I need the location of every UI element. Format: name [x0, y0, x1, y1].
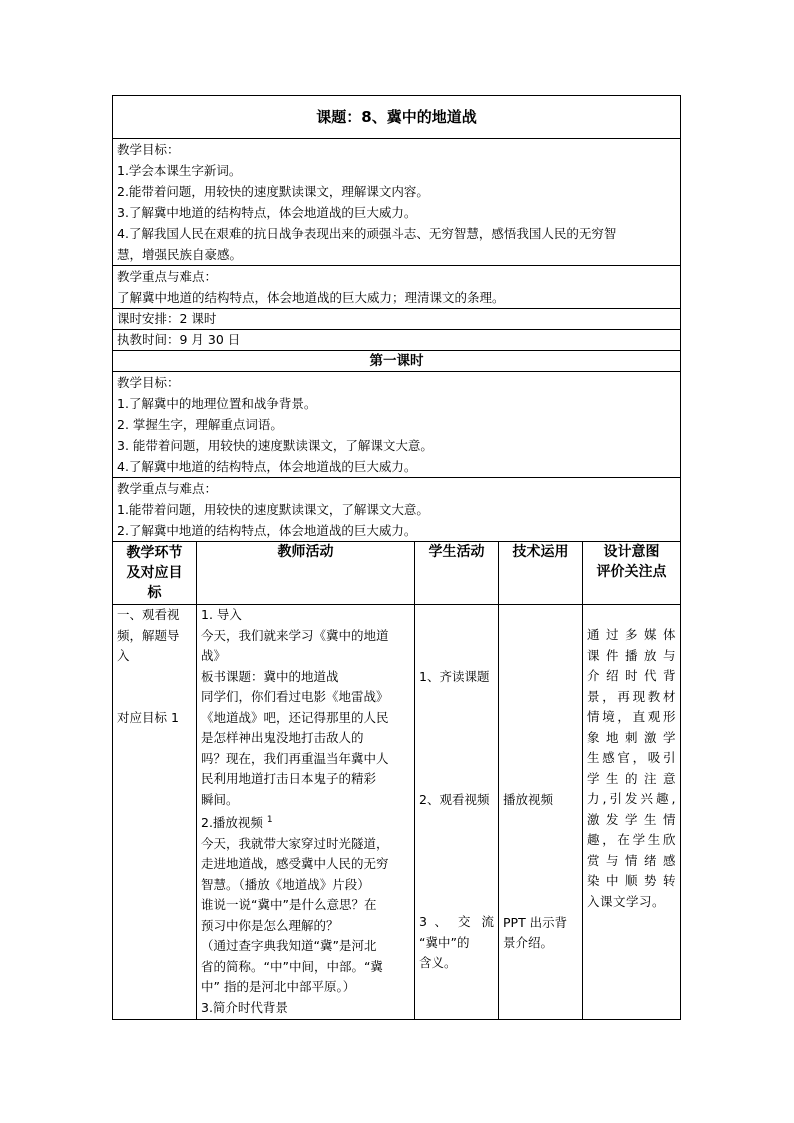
execution-time: 执教时间：9 月 30 日 — [113, 330, 681, 351]
header-student: 学生活动 — [415, 542, 499, 605]
header-stage: 教学环节 及对应目 标 — [113, 542, 197, 605]
design-intent: 通过多媒体 课件播放与 介绍时代背 景，再现教材 情境，直观形 象地刺激学 生感官，吸引 学生的注意 力,引发兴趣, 激发学生情 趣，在学生欣 赏与情绪感 染中顺势转 入课文学习。 — [583, 605, 681, 1020]
header-tech: 技术运用 — [499, 542, 583, 605]
page-title: 课题：8、冀中的地道战 — [113, 96, 681, 139]
key-points-label: 教学重点与难点： — [117, 269, 218, 284]
goal-item: 4.了解我国人民在艰难的抗日战争表现出来的顽强斗志、无穷智慧，感悟我国人民的无穷智 — [117, 226, 617, 241]
activity-table-header — [113, 542, 681, 605]
goal-item: 2.能带着问题，用较快的速度默读课文，理解课文内容。 — [117, 184, 429, 199]
footnote-marker: 1 — [266, 815, 273, 825]
lesson-key-points — [113, 478, 681, 542]
activity-row — [113, 605, 681, 1020]
lesson-goal-item: 2. 掌握生字，理解重点词语。 — [117, 417, 283, 432]
key-points — [113, 266, 681, 309]
goal-item: 慧，增强民族自豪感。 — [117, 247, 243, 262]
lesson-plan-document — [112, 95, 680, 1020]
lesson-goals — [113, 372, 681, 478]
lesson-plan-table — [112, 95, 681, 1020]
tech-usage: 播放视频 PPT 出示背 景介绍。 — [499, 605, 583, 1020]
goal-item: 1.学会本课生字新词。 — [117, 163, 242, 178]
target-label: 对应目标 1 — [117, 709, 179, 725]
lesson-goal-item: 3. 能带着问题，用较快的速度默读课文，了解课文大意。 — [117, 438, 433, 453]
goals-label: 教学目标： — [117, 142, 180, 157]
lesson-goal-item: 1.了解冀中的地理位置和战争背景。 — [117, 396, 317, 411]
teaching-goals — [113, 139, 681, 266]
teacher-activity: 1. 导入 今天，我们就来学习《冀中的地道 战》 板书课题：冀中的地道战 同学们，你们看过电影《地雷战》 《地道战》吧，还记得那里的人民 是怎样神出鬼没地打击敌人的 吗？现在，我们再重温当年冀中人 民利用地道打击日本鬼子的精彩 瞬间。 2.播放视频 $^1$ 今天，我就带大家穿过时光隧道， 走进地道战，感受冀中人民的无穷 智慧。（播放《地道战》片段） 谁说一说“冀中”是什么意思？在 预习中你是怎么理解的？ （通过查字典我知道“冀”是河北 省的简称。“中”中间，中部。“冀 中” 指的是河北中部平原。） 3.简介时代背景 — [197, 605, 415, 1020]
lesson-key-point-item: 2.了解冀中地道的结构特点，体会地道战的巨大威力。 — [117, 523, 417, 538]
student-activity: 1、齐读课题 2、观看视频 3 、 交 流 “冀中”的 含义。 — [415, 605, 499, 1020]
header-teacher: 教师活动 — [197, 542, 415, 605]
lesson-goals-label: 教学目标： — [117, 375, 180, 390]
lesson-key-point-item: 1.能带着问题，用较快的速度默读课文，了解课文大意。 — [117, 502, 429, 517]
lesson-key-points-label: 教学重点与难点： — [117, 481, 218, 496]
lesson-heading: 第一课时 — [113, 351, 681, 372]
schedule: 课时安排：2 课时 — [113, 309, 681, 330]
header-design: 设计意图 评价关注点 — [583, 542, 681, 605]
key-points-text: 了解冀中地道的结构特点，体会地道战的巨大威力；理清课文的条理。 — [117, 290, 505, 305]
stage-cell: 一、观看视 频，解题导 入 对应目标 1 — [113, 605, 197, 1020]
lesson-goal-item: 4.了解冀中地道的结构特点，体会地道战的巨大威力。 — [117, 459, 417, 474]
goal-item: 3.了解冀中地道的结构特点，体会地道战的巨大威力。 — [117, 205, 417, 220]
